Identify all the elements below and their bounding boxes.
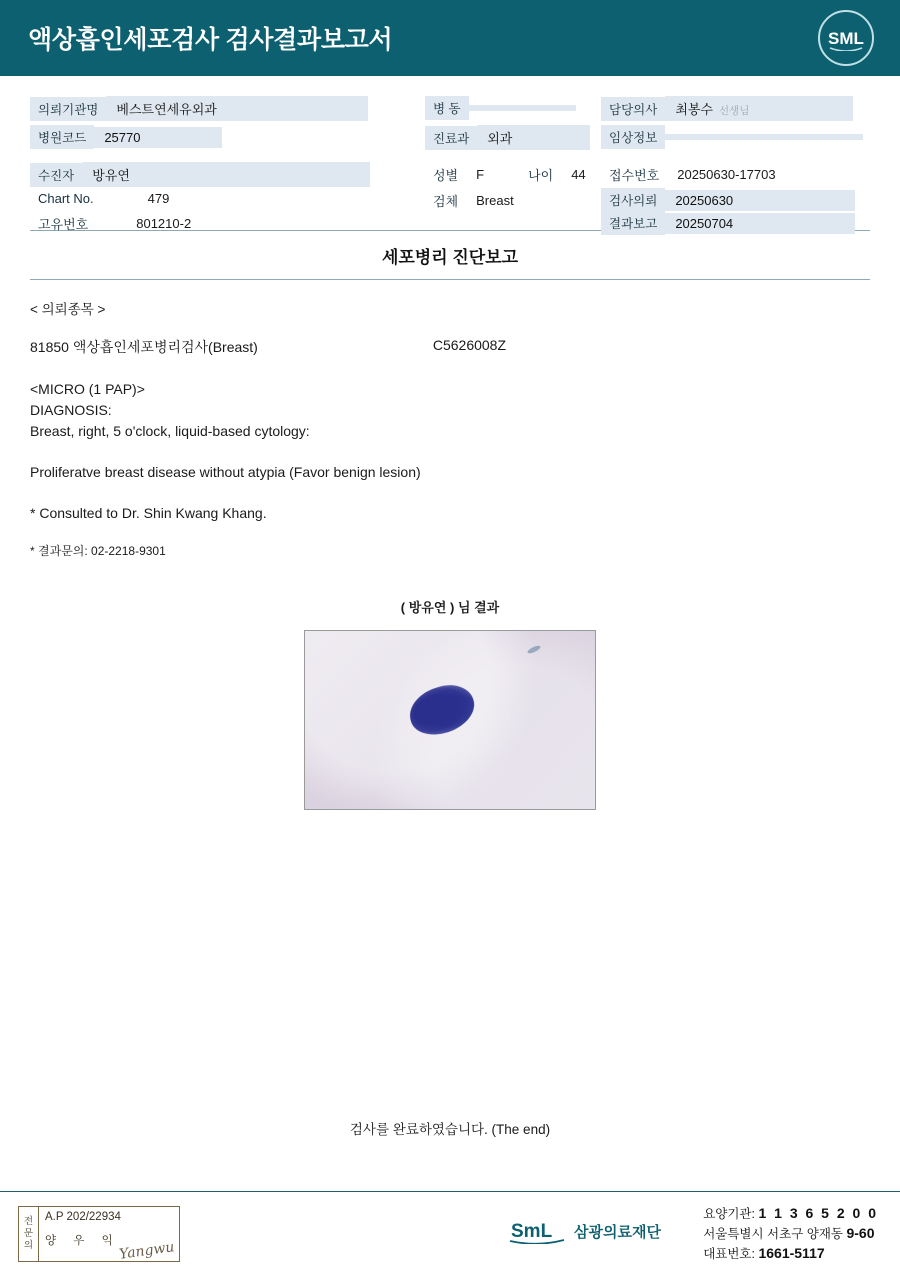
- label-accession-no: 접수번호: [609, 168, 660, 183]
- value-sex: F: [476, 167, 485, 182]
- label-chart-no: Chart No.: [38, 191, 94, 206]
- result-image-caption: ( 방유연 ) 님 결과: [400, 600, 500, 615]
- svg-text:SML: SML: [828, 29, 864, 48]
- page-header: [0, 0, 900, 76]
- doctor-name: 최봉수: [675, 102, 713, 117]
- report-body: [0, 298, 900, 810]
- label-patient-name: 수진자: [30, 163, 82, 187]
- value-chart-no: 479: [147, 191, 170, 206]
- value-hospital-code: 25770: [94, 127, 222, 148]
- label-ward: 병 동: [425, 96, 469, 120]
- value-unique-no: 801210-2: [136, 216, 192, 231]
- label-request-date: 검사의뢰: [601, 188, 665, 212]
- test-row: [30, 337, 870, 357]
- footer-provider-value: 1 1 3 6 5 2 0 0: [758, 1205, 878, 1221]
- value-accession-no: 20250630-17703: [677, 167, 776, 182]
- footer-provider-label: 요양기관:: [703, 1207, 755, 1221]
- end-note: 검사를 완료하였습니다. (The end): [349, 1122, 551, 1137]
- stamp-side-label: 전 문 의: [19, 1207, 39, 1261]
- field-unique-no: [30, 211, 201, 236]
- field-chart-no: [30, 188, 179, 209]
- micro-header: <MICRO (1 PAP)>: [30, 381, 145, 397]
- value-age: 44: [571, 167, 586, 182]
- footer-tel-label: 대표번호:: [703, 1247, 755, 1261]
- label-sex: 성별: [433, 168, 459, 183]
- value-doctor: [665, 96, 853, 121]
- footer-logo: [508, 1218, 661, 1244]
- field-report-date: [601, 211, 855, 235]
- field-request-date: [601, 188, 855, 212]
- sml-mark-icon: [508, 1218, 566, 1244]
- test-name: 81850 액상흡인세포병리검사(Breast): [30, 339, 258, 355]
- field-department: [425, 125, 590, 150]
- field-accession-no: [601, 162, 786, 187]
- field-doctor: [601, 96, 853, 121]
- value-patient-name: 방유연: [82, 162, 370, 187]
- field-specimen: [425, 188, 524, 213]
- field-org-name: [30, 96, 368, 121]
- cytology-slide-image: [304, 630, 596, 810]
- stamp-pathologist-name: 양 우 익: [45, 1235, 120, 1247]
- patient-info-block: [0, 76, 900, 232]
- svg-text:SmL: SmL: [511, 1221, 553, 1242]
- value-department: 외과: [477, 125, 590, 150]
- label-clinical-info: 임상정보: [601, 125, 665, 149]
- field-clinical-info: [601, 125, 863, 149]
- footer-tel-line: [703, 1244, 878, 1264]
- label-report-date: 결과보고: [601, 211, 665, 235]
- micro-block: [30, 379, 870, 442]
- label-age: 나이: [528, 168, 554, 183]
- specimen-line: Breast, right, 5 o'clock, liquid-based cytology:: [30, 423, 310, 439]
- footer-company-name: 삼광의료재단: [574, 1223, 661, 1241]
- sml-logo-icon: [818, 10, 874, 66]
- label-hospital-code: 병원코드: [30, 125, 94, 149]
- label-unique-no: 고유번호: [38, 217, 89, 232]
- phone-note: * 결과문의: 02-2218-9301: [30, 544, 166, 558]
- label-specimen: 검체: [433, 194, 459, 209]
- section-title: 세포병리 진단보고: [381, 248, 519, 267]
- pathologist-stamp: [18, 1206, 180, 1262]
- doctor-honorific: 선생님: [719, 105, 750, 117]
- footer-tel-value: 1661-5117: [758, 1245, 825, 1261]
- value-request-date: 20250630: [665, 190, 855, 211]
- page-title: 액상흡인세포검사 검사결과보고서: [28, 26, 393, 54]
- label-org-name: 의뢰기관명: [30, 97, 106, 121]
- diagnosis-label: DIAGNOSIS:: [30, 402, 112, 418]
- value-report-date: 20250704: [665, 213, 855, 234]
- field-patient-name: [30, 162, 370, 187]
- footer-address-value: 9-60: [846, 1225, 875, 1241]
- field-hospital-code: [30, 125, 222, 149]
- stamp-license-code: A.P 202/22934: [45, 1211, 121, 1223]
- footer-address-line: [703, 1224, 878, 1244]
- value-specimen: Breast: [476, 193, 514, 208]
- page-footer: [0, 1191, 900, 1271]
- footer-provider-line: [703, 1204, 878, 1224]
- value-org-name: 베스트연세유외과: [106, 96, 368, 121]
- label-department: 진료과: [425, 126, 477, 150]
- request-items-header: < 의뢰종목 >: [30, 302, 106, 317]
- field-sex-age: [425, 162, 596, 187]
- footer-contact: [703, 1204, 878, 1264]
- consult-note: * Consulted to Dr. Shin Kwang Khang.: [30, 505, 267, 521]
- field-ward: [425, 96, 576, 120]
- diagnosis-text: Proliferatve breast disease without atypia (Favor benign lesion): [30, 464, 421, 480]
- stamp-signature: Yangwu: [117, 1239, 175, 1263]
- test-code: C5626008Z: [432, 337, 507, 353]
- label-doctor: 담당의사: [601, 97, 665, 121]
- value-ward: [469, 105, 576, 111]
- result-image-block: [30, 597, 870, 810]
- footer-address-label: 서울특별시 서초구 양재동: [703, 1227, 843, 1241]
- section-divider-bottom: [30, 279, 870, 280]
- value-clinical-info: [665, 134, 863, 140]
